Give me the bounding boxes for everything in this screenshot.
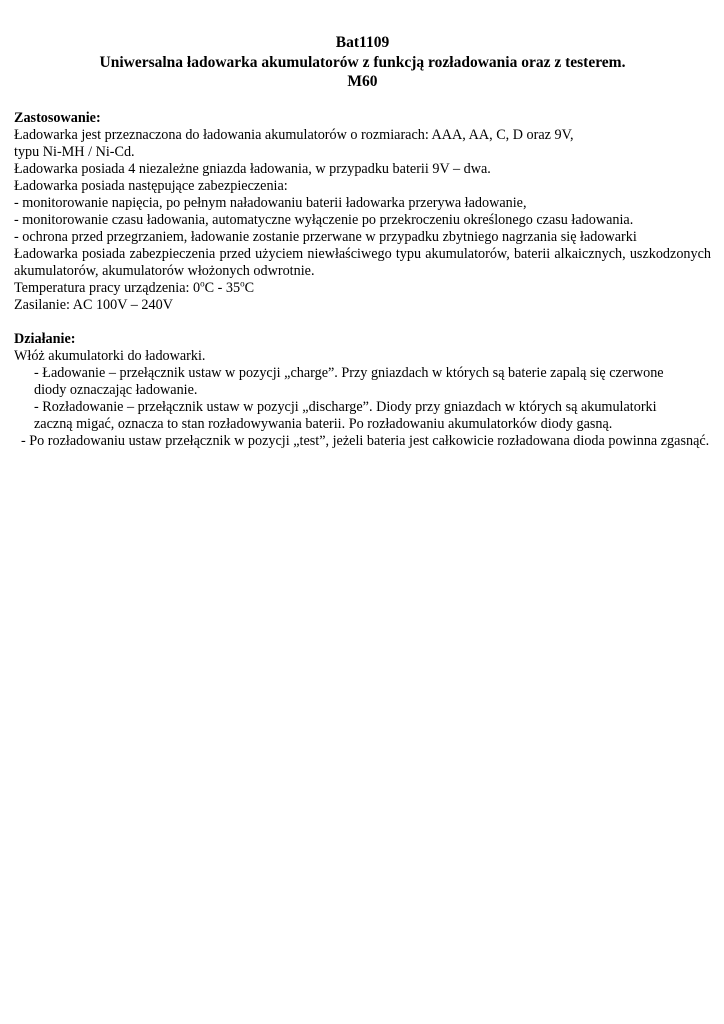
step-charge-line2: diody oznaczając ładowanie. bbox=[34, 381, 198, 398]
degree-sup-1: o bbox=[200, 277, 205, 288]
section-heading-dzialanie: Działanie: bbox=[14, 330, 76, 347]
paragraph-purpose: Ładowarka jest przeznaczona do ładowania akumulatorów o rozmiarach: AAA, AA, C, D oraz 9V, bbox=[14, 126, 574, 143]
paragraph-protections-intro: Ładowarka posiada następujące zabezpieczenia: bbox=[14, 177, 288, 194]
paragraph-battery-type: typu Ni-MH / Ni-Cd. bbox=[14, 143, 135, 160]
paragraph-protection-text: Ładowarka posiada zabezpieczenia przed użyciem niewłaściwego typu akumulatorów, baterii alkaicznych, uszkodzonych akumulatorów, akumulatorów włożonych odwrotnie. bbox=[14, 245, 711, 279]
temperature-end: C bbox=[244, 279, 255, 296]
section-zastosowanie bbox=[14, 110, 711, 314]
step-discharge-line1: - Rozładowanie – przełącznik ustaw w pozycji „discharge”. Diody przy gniazdach w których są akumulatorki bbox=[34, 398, 657, 415]
paragraph-temperature bbox=[14, 277, 711, 297]
paragraph-intro: Włóż akumulatorki do ładowarki. bbox=[14, 347, 206, 364]
product-code: M60 bbox=[347, 73, 378, 90]
document-title: Uniwersalna ładowarka akumulatorów z funkcją rozładowania oraz z testerem. bbox=[99, 53, 626, 71]
step-discharge bbox=[14, 399, 711, 433]
degree-sup-2: o bbox=[240, 277, 245, 288]
section-heading-zastosowanie: Zastosowanie: bbox=[14, 109, 101, 126]
list-item: - ochrona przed przegrzaniem, ładowanie zostanie przerwane w przypadku zbytniego nagrzania się ładowarki bbox=[14, 228, 637, 245]
paragraph-power: Zasilanie: AC 100V – 240V bbox=[14, 296, 173, 313]
section-dzialanie bbox=[14, 331, 711, 450]
model-number: Bat1109 bbox=[335, 34, 390, 51]
list-item: - monitorowanie czasu ładowania, automatyczne wyłączenie po przekroczeniu określonego czasu ładowania. bbox=[14, 211, 634, 228]
document-page bbox=[14, 33, 711, 450]
temperature-mid: C - 35 bbox=[204, 279, 241, 296]
temperature-label: Temperatura pracy urządzenia: 0 bbox=[14, 279, 201, 296]
list-item: - monitorowanie napięcia, po pełnym naładowaniu baterii ładowarka przerywa ładowanie, bbox=[14, 194, 527, 211]
step-charge-line1: - Ładowanie – przełącznik ustaw w pozycji „charge”. Przy gniazdach w których są baterie zapalą się czerwone bbox=[34, 364, 664, 381]
step-discharge-line2: zaczną migać, oznacza to stan rozładowywania baterii. Po rozładowaniu akumulatorków diody gasną. bbox=[34, 415, 613, 432]
paragraph-sockets: Ładowarka posiada 4 niezależne gniazda ładowania, w przypadku baterii 9V – dwa. bbox=[14, 160, 491, 177]
step-charge bbox=[14, 365, 711, 399]
step-test: - Po rozładowaniu ustaw przełącznik w pozycji „test”, jeżeli bateria jest całkowicie rozładowana dioda powinna zgasnąć. bbox=[21, 432, 710, 449]
